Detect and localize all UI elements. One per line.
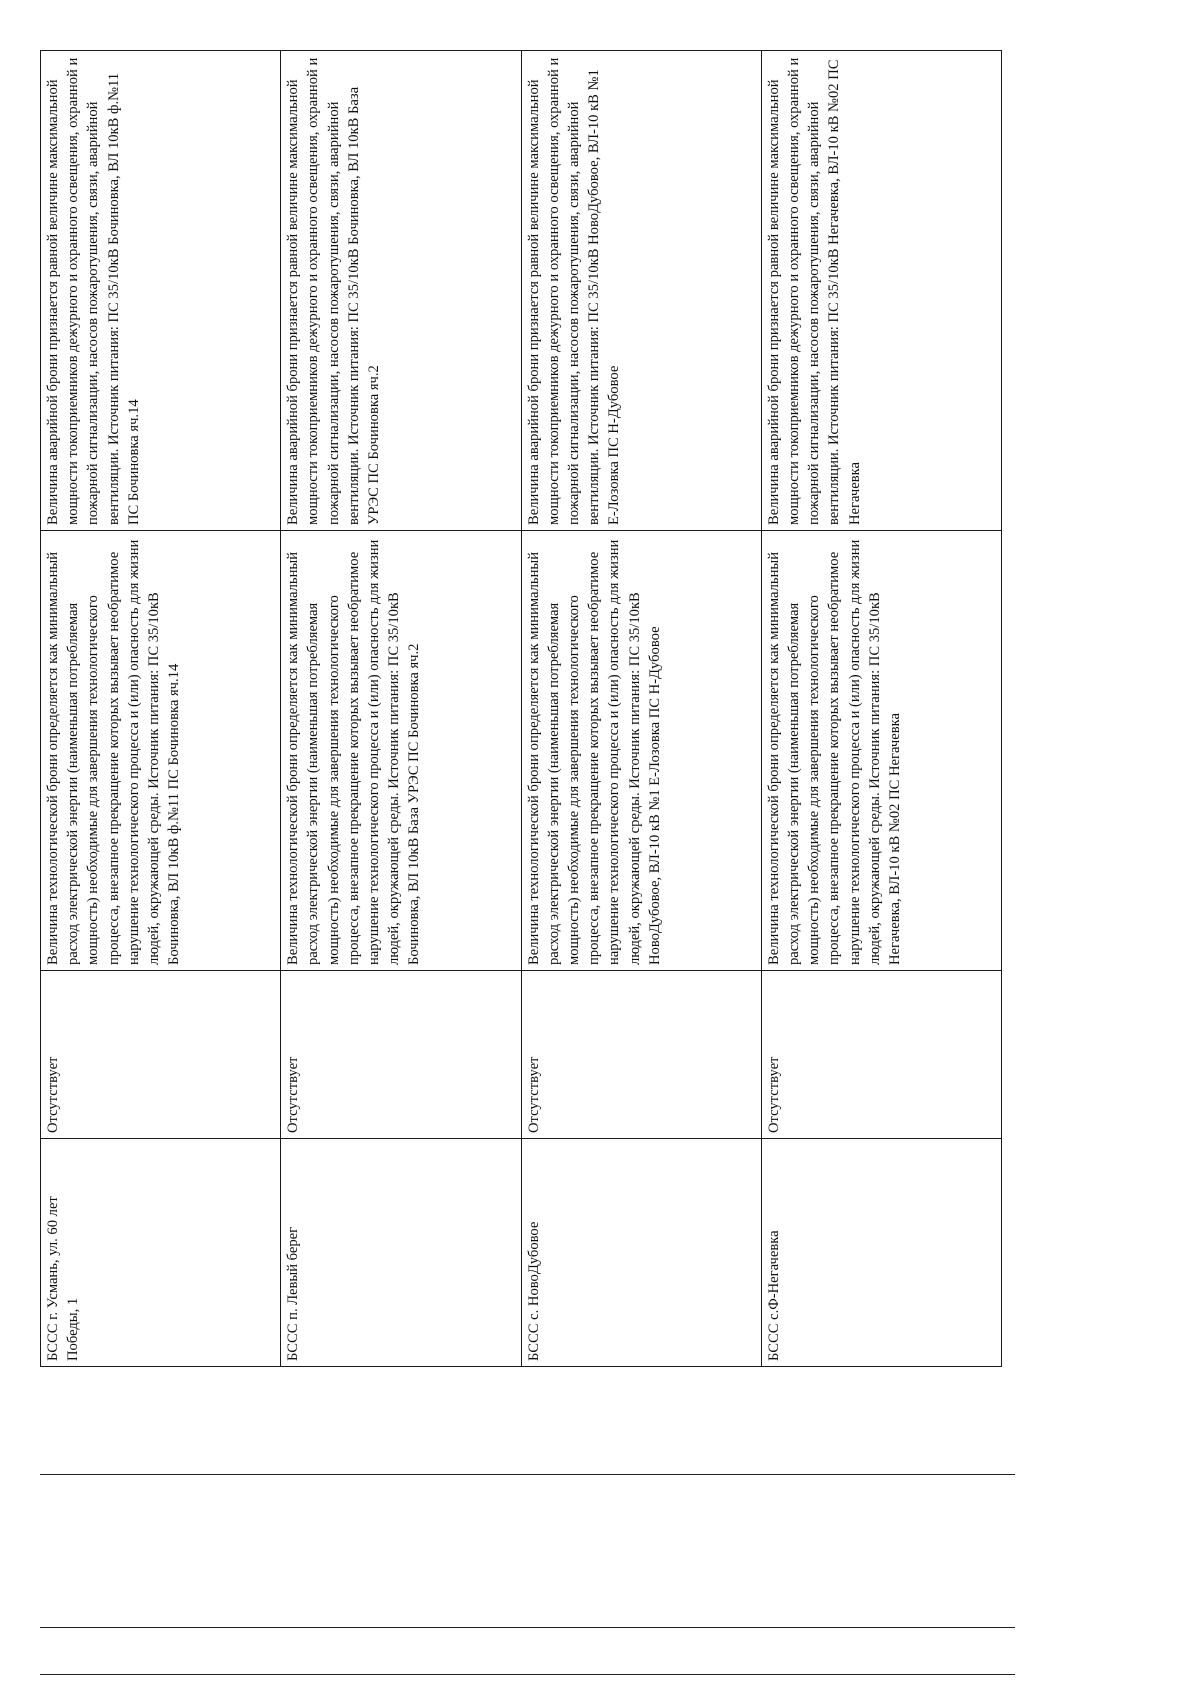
status-cell — [281, 971, 521, 1139]
reserve-status: Отсутствует — [765, 1056, 782, 1133]
status-cell — [521, 971, 761, 1139]
reserve-table — [40, 50, 1002, 1367]
table-row — [521, 51, 761, 1367]
object-name: БССС г. Усмань, ул. 60 лет Победы, 1 — [45, 1196, 82, 1361]
emergency-reserve-text: Величина аварийной брони признается равной величине максимальной мощности токоприемников дежурного и охранного освещения, охранной и пожарной сигнализации, насосов пожаротушения, связи, аварийной вентиляции. Источник питания: ПС 35/10кВ Бочиновка, ВЛ 10кВ ф.№11 ПС Бочиновка яч.14 — [45, 57, 142, 525]
technological-reserve-cell — [521, 531, 761, 971]
object-cell — [521, 1139, 761, 1367]
table-row — [761, 51, 1001, 1367]
object-cell — [41, 1139, 281, 1367]
reserve-status: Отсутствует — [525, 1056, 542, 1133]
reserve-status: Отсутствует — [285, 1056, 302, 1133]
reserve-status: Отсутствует — [45, 1056, 61, 1133]
technological-reserve-cell — [761, 531, 1001, 971]
object-name: БССС с.Ф-Негачевка — [765, 1230, 782, 1361]
emergency-reserve-text: Величина аварийной брони признается равной величине максимальной мощности токоприемников дежурного и охранного освещения, охранной и пожарной сигнализации, насосов пожаротушения, связи, аварийной вентиляции. Источник питания: ПС 35/10кВ Негачевка, ВЛ-10 кВ №02 ПС Негачевка — [765, 57, 863, 525]
technological-reserve-text: Величина технологической брони определяется как минимальный расход электрической энергии (наименьшая потребляемая мощность) необходимые для завершения технологического процесса, внезапное прекращение которых вызывает необратимое нарушение технологического процесса и (или) опасность для жизни людей, окружающей среды. Источник питания: ПС 35/10кВ Бочиновка, ВЛ 10кВ База УРЭС ПС Бочиновка яч.2 — [285, 539, 423, 965]
emergency-reserve-cell — [281, 51, 521, 531]
object-cell — [281, 1139, 521, 1367]
emergency-reserve-cell — [521, 51, 761, 531]
emergency-reserve-text: Величина аварийной брони признается равной величине максимальной мощности токоприемников дежурного и охранного освещения, охранной и пожарной сигнализации, насосов пожаротушения, связи, аварийной вентиляции. Источник питания: ПС 35/10кВ НовоДубовое, ВЛ-10 кВ №1 Е-Лозовка ПС Н-Дубовое — [525, 57, 623, 525]
ruled-line-1 — [40, 1474, 1015, 1475]
table-row — [281, 51, 521, 1367]
object-cell — [761, 1139, 1001, 1367]
technological-reserve-text: Величина технологической брони определяется как минимальный расход электрической энергии (наименьшая потребляемая мощность) необходимые для завершения технологического процесса, внезапное прекращение которых вызывает необратимое нарушение технологического процесса и (или) опасность для жизни людей, окружающей среды. Источник питания: ПС 35/10кВ Бочиновка, ВЛ 10кВ ф.№11 ПС Бочиновка яч.14 — [45, 539, 183, 965]
emergency-reserve-text: Величина аварийной брони признается равной величине максимальной мощности токоприемников дежурного и охранного освещения, охранной и пожарной сигнализации, насосов пожаротушения, связи, аварийной вентиляции. Источник питания: ПС 35/10кВ Бочиновка, ВЛ 10кВ База УРЭС ПС Бочиновка яч.2 — [285, 57, 383, 525]
status-cell — [761, 971, 1001, 1139]
technological-reserve-cell — [281, 531, 521, 971]
status-cell — [41, 971, 281, 1139]
object-name: БССС п. Левый берег — [285, 1226, 302, 1361]
technological-reserve-text: Величина технологической брони определяется как минимальный расход электрической энергии (наименьшая потребляемая мощность) необходимые для завершения технологического процесса, внезапное прекращение которых вызывает необратимое нарушение технологического процесса и (или) опасность для жизни людей, окружающей среды. Источник питания: ПС 35/10кВ НовоДубовое, ВЛ-10 кВ №1 Е-Лозовка ПС Н-Дубовое — [525, 539, 663, 965]
emergency-reserve-cell — [41, 51, 281, 531]
ruled-line-2 — [40, 1627, 1015, 1628]
technological-reserve-text: Величина технологической брони определяется как минимальный расход электрической энергии (наименьшая потребляемая мощность) необходимые для завершения технологического процесса, внезапное прекращение которых вызывает необратимое нарушение технологического процесса и (или) опасность для жизни людей, окружающей среды. Источник питания: ПС 35/10кВ Негачевка, ВЛ-10 кВ №02 ПС Негачевка — [765, 539, 903, 965]
object-name: БССС с. НовоДубовое — [525, 1221, 542, 1361]
technological-reserve-cell — [41, 531, 281, 971]
emergency-reserve-cell — [761, 51, 1001, 531]
table-row — [41, 51, 281, 1367]
ruled-line-3 — [40, 1674, 1015, 1675]
